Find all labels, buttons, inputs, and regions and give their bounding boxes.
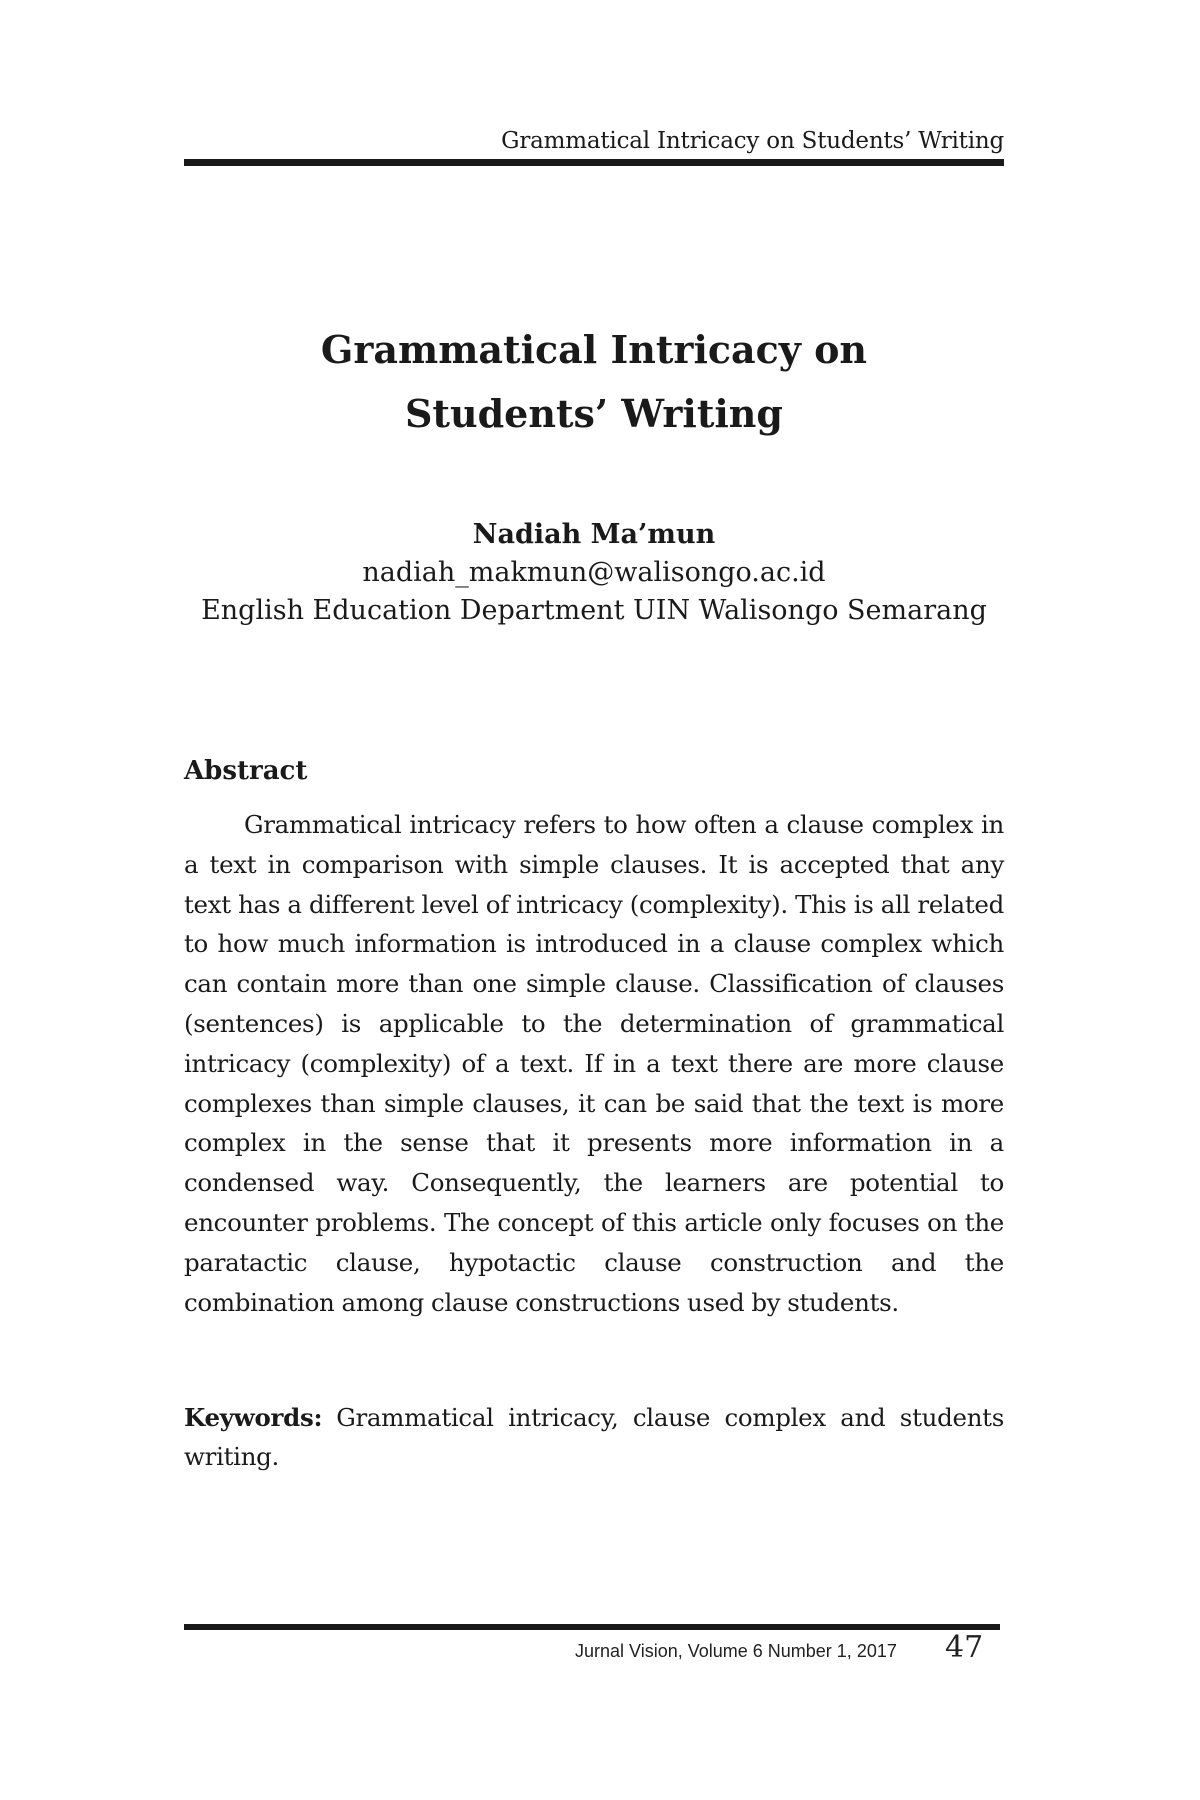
author-block (150, 516, 1038, 630)
title-line-1: Grammatical Intricacy on (320, 327, 868, 372)
author-name: Nadiah Ma’mun (472, 519, 716, 550)
running-head: Grammatical Intricacy on Students’ Writing (501, 128, 1004, 154)
abstract-heading: Abstract (184, 756, 308, 786)
keywords-text: Grammatical intricacy, clause complex and students writing. (184, 1403, 1004, 1471)
header-rule (184, 159, 1004, 166)
keywords-label: Keywords: (184, 1403, 323, 1432)
keywords (184, 1398, 1004, 1476)
author-email[interactable]: nadiah_makmun@walisongo.ac.id (362, 557, 826, 588)
article-title (184, 318, 1004, 446)
abstract-text: Grammatical intricacy refers to how often a clause complex in a text in comparison with simple clauses. It is accepted that any text has a different level of intricacy (complexity). This is all related to how much information is introduced in a clause complex which can contain more than one simple clause. Classification of clauses (sentences) is applicable to the determination of grammatical intricacy (complexity) of a text. If in a text there are more clause complexes than simple clauses, it can be said that the text is more complex in the sense that it presents more information in a condensed way. Consequently, the learners are potential to encounter problems. The concept of this article only focuses on the paratactic clause, hypotactic clause construction and the combination among clause constructions used by students. (184, 810, 1004, 1317)
title-line-2: Students’ Writing (404, 391, 783, 436)
author-affiliation: English Education Department UIN Walisongo Semarang (201, 595, 987, 626)
footer-rule (184, 1624, 1000, 1630)
page-number: 47 (945, 1630, 984, 1665)
footer-citation: Jurnal Vision, Volume 6 Number 1, 2017 (575, 1641, 897, 1661)
